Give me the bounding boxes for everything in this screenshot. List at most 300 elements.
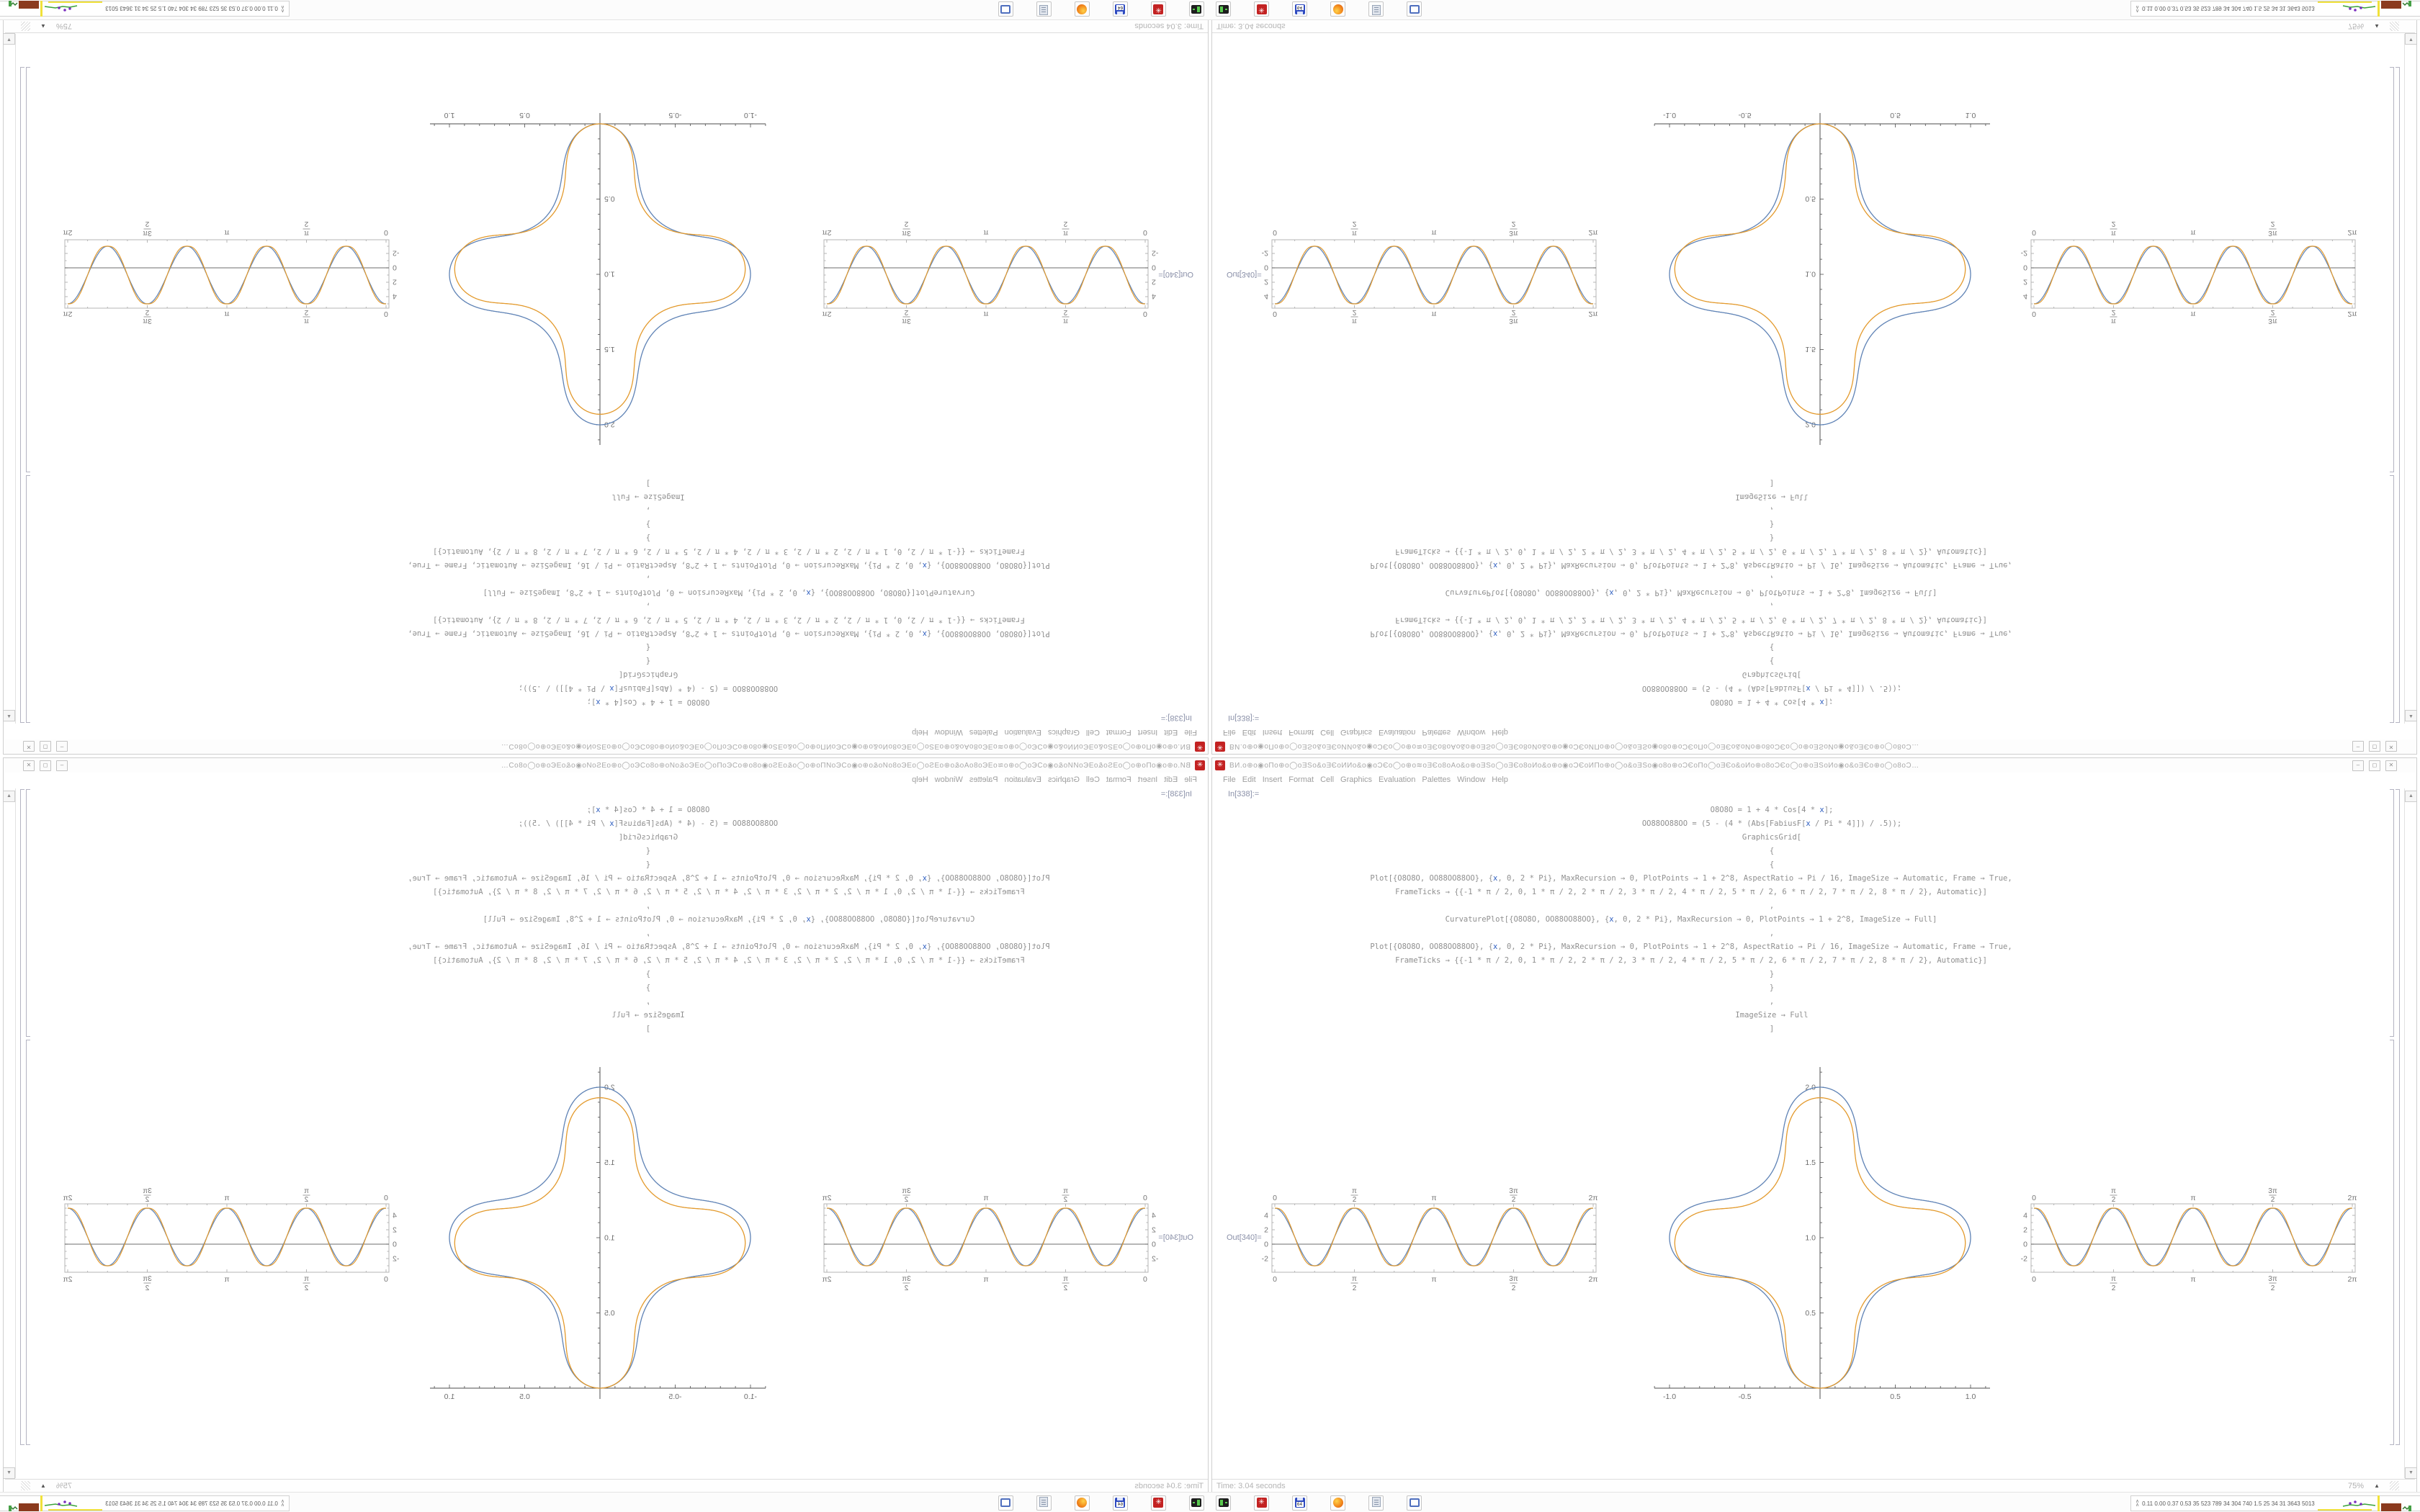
tray-activity-sparkline — [2318, 1495, 2411, 1511]
svg-text:-0.5: -0.5 — [668, 111, 682, 120]
taskbar-icon-scroll-document[interactable] — [1368, 1, 1384, 17]
cell-group-bracket[interactable] — [2396, 789, 2400, 1445]
input-cell-bracket[interactable] — [26, 789, 30, 1037]
close-button[interactable]: ✕ — [23, 760, 35, 771]
svg-text:0: 0 — [384, 310, 388, 318]
code-line: O8O8O = 1 + 4 * Cos[4 * x]; — [586, 698, 710, 706]
magnification-popup-arrow-icon[interactable]: ▲ — [40, 23, 46, 30]
svg-text:1.5: 1.5 — [1805, 1158, 1816, 1167]
svg-text:0.5: 0.5 — [519, 111, 530, 120]
menu-item-insert[interactable]: Insert — [1137, 728, 1158, 737]
svg-text:2π: 2π — [2347, 1194, 2357, 1202]
code-line: Plot[{O8O8O, OO88OO88OO}, {x, 0, 2 * Pi}, MaxRecursion → 0, PlotPoints → 1 + 2^8, AspectRatio → Pi / 16, ImageSize → Automatic, Frame → True, — [1370, 629, 2012, 638]
svg-text:0: 0 — [1143, 1194, 1147, 1202]
system-tray — [0, 1, 290, 17]
quadrant-bottom-left-mirrored — [0, 756, 1210, 1512]
minimize-button[interactable]: – — [2352, 742, 2364, 752]
code-line: } — [1769, 520, 1775, 528]
svg-text:2π: 2π — [1588, 1194, 1598, 1202]
code-line: CurvaturePlot[{O8O8O, OO88OO88OO}, {x, 0, 2 * Pi}, MaxRecursion → 0, PlotPoints → 1 + 2^8, ImageSize → Full] — [1445, 915, 1937, 924]
svg-text:0: 0 — [2032, 1275, 2036, 1284]
svg-text:π: π — [1352, 317, 1357, 325]
input-cell-bracket[interactable] — [2390, 789, 2394, 1037]
taskbar-icon-mathematica[interactable]: ✳ — [1254, 1, 1269, 17]
menu-item-file[interactable]: File — [1184, 728, 1197, 737]
evaluation-time-text: Time: 3.04 seconds — [1216, 22, 1286, 31]
svg-text:-2: -2 — [1152, 248, 1159, 258]
svg-text:1.5: 1.5 — [1805, 345, 1816, 354]
taskbar-icon-window-frame[interactable] — [1407, 1495, 1422, 1511]
menu-item-format[interactable]: Format — [1106, 728, 1131, 737]
svg-text:1.0: 1.0 — [1805, 269, 1816, 279]
svg-text:0: 0 — [1143, 1275, 1147, 1284]
svg-text:0: 0 — [1264, 263, 1268, 272]
output-cell-bracket[interactable] — [26, 1040, 30, 1445]
menu-item-window[interactable]: Window — [1457, 775, 1486, 784]
svg-text:0: 0 — [2023, 263, 2027, 272]
menu-item-insert[interactable]: Insert — [1262, 775, 1283, 784]
svg-text:2: 2 — [1264, 1225, 1268, 1235]
output-cell-bracket[interactable] — [26, 67, 30, 472]
tray-activity-sparkline — [2318, 1, 2411, 17]
svg-text:0.5: 0.5 — [604, 1309, 615, 1318]
taskbar-icon-floppy-64[interactable]: 64 — [1292, 1495, 1307, 1511]
svg-text:2: 2 — [1152, 1225, 1156, 1235]
taskbar-icon-floppy-64[interactable]: 64 — [1113, 1495, 1128, 1511]
tray-expand-chevron-icon[interactable]: ∧ ∧ — [2136, 1499, 2140, 1508]
svg-text:2: 2 — [1063, 1284, 1068, 1292]
svg-text:2: 2 — [2270, 1196, 2275, 1204]
menu-item-edit[interactable]: Edit — [1242, 728, 1256, 737]
taskbar-icon-floppy-64[interactable]: 64 — [1113, 1, 1128, 17]
svg-text:2.0: 2.0 — [604, 420, 615, 429]
svg-text:2π: 2π — [1588, 1275, 1598, 1284]
taskbar-icon-mathematica[interactable]: ✳ — [1151, 1, 1166, 17]
menu-item-graphics[interactable]: Graphics — [1340, 775, 1373, 784]
menu-item-help[interactable]: Help — [1492, 775, 1508, 784]
code-line: , — [1769, 901, 1775, 910]
taskbar-icon-drive[interactable] — [1216, 1, 1231, 17]
svg-text:2: 2 — [1352, 1196, 1357, 1204]
code-line: , — [1769, 997, 1775, 1006]
svg-text:3π: 3π — [143, 1187, 152, 1195]
menu-item-graphics[interactable]: Graphics — [1340, 728, 1373, 737]
svg-text:0.5: 0.5 — [604, 194, 615, 203]
menu-item-palettes[interactable]: Palettes — [1422, 728, 1451, 737]
window-resize-grip[interactable] — [21, 1481, 30, 1490]
svg-text:2: 2 — [393, 1225, 397, 1235]
code-line: Plot[{O8O8O, OO88OO88OO}, {x, 0, 2 * Pi}, MaxRecursion → 0, PlotPoints → 1 + 2^8, AspectRatio → Pi / 16, ImageSize → Automatic, Frame → True, — [1370, 561, 2012, 570]
svg-text:0: 0 — [384, 1275, 388, 1284]
cell-group-bracket[interactable] — [20, 789, 24, 1445]
quadrant-bottom-right-original — [1210, 756, 2420, 1512]
svg-text:2: 2 — [1063, 308, 1068, 316]
code-line: OO88OO88OO = (5 - (4 * (Abs[FabiusF[x / Pi * 4]]) / .5)); — [1641, 819, 1902, 828]
scroll-down-arrow-icon[interactable]: ▼ — [2405, 33, 2417, 45]
window-resize-grip[interactable] — [2390, 22, 2399, 31]
taskbar — [0, 1492, 1210, 1512]
vertical-scrollbar-track[interactable] — [15, 34, 16, 724]
svg-text:3π: 3π — [1509, 1275, 1518, 1283]
code-line: FrameTicks → {{-1 * π / 2, 0, 1 * π / 2, 2 * π / 2, 3 * π / 2, 4 * π / 2, 5 * π / 2, 6 * π / 2, 7 * π / 2, 8 * π / 2}, Automatic}] — [433, 956, 1025, 965]
menu-item-evaluation[interactable]: Evaluation — [1004, 775, 1041, 784]
system-tray — [0, 1495, 290, 1511]
svg-text:1.5: 1.5 — [604, 345, 615, 354]
svg-text:π: π — [2190, 228, 2196, 237]
svg-text:1.0: 1.0 — [604, 1233, 615, 1243]
menu-item-help[interactable]: Help — [912, 728, 928, 737]
menu-item-format[interactable]: Format — [1289, 728, 1314, 737]
svg-text:-2: -2 — [1261, 1254, 1268, 1264]
taskbar-icon-drive[interactable] — [1189, 1, 1204, 17]
scroll-down-arrow-icon[interactable]: ▼ — [3, 1467, 15, 1479]
svg-text:π: π — [2111, 317, 2116, 325]
svg-text:π: π — [983, 1194, 989, 1202]
menu-item-palettes[interactable]: Palettes — [969, 728, 998, 737]
menu-item-evaluation[interactable]: Evaluation — [1004, 728, 1041, 737]
menu-item-edit[interactable]: Edit — [1164, 728, 1178, 737]
menu-item-cell[interactable]: Cell — [1320, 728, 1335, 737]
magnification-popup-arrow-icon[interactable]: ▲ — [40, 1482, 46, 1489]
svg-text:0: 0 — [1273, 310, 1277, 318]
svg-text:0: 0 — [1152, 1240, 1156, 1249]
maximize-button[interactable]: ◻ — [40, 760, 51, 771]
svg-text:π: π — [2111, 1275, 2116, 1283]
svg-text:2: 2 — [1511, 1284, 1516, 1292]
svg-text:π: π — [1063, 229, 1068, 237]
input-cell-bracket[interactable] — [2390, 475, 2394, 723]
magnification-popup-arrow-icon[interactable]: ▲ — [2374, 1482, 2380, 1489]
svg-text:2π: 2π — [63, 310, 73, 318]
menu-item-format[interactable]: Format — [1106, 775, 1131, 784]
menu-item-help[interactable]: Help — [912, 775, 928, 784]
taskbar-icon-firefox[interactable] — [1075, 1495, 1090, 1511]
svg-text:π: π — [224, 228, 230, 237]
magnification-value[interactable]: 75% — [55, 1481, 72, 1490]
menu-item-file[interactable]: File — [1223, 728, 1236, 737]
svg-text:0.5: 0.5 — [1805, 1309, 1816, 1318]
svg-text:1.0: 1.0 — [444, 1392, 455, 1401]
code-line: Plot[{O8O8O, OO88OO88OO}, {x, 0, 2 * Pi}, MaxRecursion → 0, PlotPoints → 1 + 2^8, AspectRatio → Pi / 16, ImageSize → Automatic, Frame → True, — [408, 629, 1050, 638]
code-line: } — [645, 984, 651, 992]
taskbar-icon-scroll-document[interactable] — [1036, 1495, 1052, 1511]
menu-item-cell[interactable]: Cell — [1085, 775, 1100, 784]
magnification-control[interactable] — [2348, 1481, 2401, 1490]
input-cell-bracket[interactable] — [26, 475, 30, 723]
taskbar-icon-window-frame[interactable] — [1407, 1, 1422, 17]
status-bar — [5, 1479, 1208, 1492]
minimize-button[interactable]: – — [56, 760, 68, 771]
close-button[interactable]: ✕ — [2385, 742, 2397, 752]
status-bar — [1212, 20, 2415, 33]
svg-text:0: 0 — [1273, 1275, 1277, 1284]
magnification-value[interactable]: 75% — [55, 22, 72, 31]
scroll-down-arrow-icon[interactable]: ▼ — [3, 33, 15, 45]
svg-text:2: 2 — [2111, 1196, 2116, 1204]
magnification-value[interactable]: 75% — [2348, 22, 2365, 31]
menu-item-cell[interactable]: Cell — [1320, 775, 1335, 784]
svg-text:2π: 2π — [63, 1275, 73, 1284]
svg-text:2π: 2π — [1588, 228, 1598, 237]
svg-text:π: π — [2190, 310, 2196, 318]
taskbar-icon-drive[interactable] — [1216, 1495, 1231, 1511]
svg-text:π: π — [983, 1275, 989, 1284]
svg-text:2: 2 — [904, 1284, 909, 1292]
menu-item-file[interactable]: File — [1223, 775, 1236, 784]
svg-text:-1.0: -1.0 — [1662, 1392, 1677, 1401]
svg-text:4: 4 — [1152, 1211, 1156, 1220]
svg-text:0.5: 0.5 — [1890, 1392, 1901, 1401]
menu-item-help[interactable]: Help — [1492, 728, 1508, 737]
svg-text:2: 2 — [1511, 308, 1516, 316]
code-line: Plot[{O8O8O, OO88OO88OO}, {x, 0, 2 * Pi}, MaxRecursion → 0, PlotPoints → 1 + 2^8, AspectRatio → Pi / 16, ImageSize → Automatic, Frame → True, — [408, 874, 1050, 883]
menu-item-insert[interactable]: Insert — [1262, 728, 1283, 737]
svg-text:-2: -2 — [1152, 1254, 1159, 1264]
menu-item-window[interactable]: Window — [1457, 728, 1486, 737]
svg-text:0: 0 — [384, 228, 388, 237]
svg-text:2π: 2π — [63, 228, 73, 237]
magnification-value[interactable]: 75% — [2348, 1481, 2365, 1490]
svg-text:0: 0 — [384, 1194, 388, 1202]
menu-item-edit[interactable]: Edit — [1242, 775, 1256, 784]
code-line: { — [645, 643, 651, 652]
svg-text:2π: 2π — [822, 228, 832, 237]
quadrant-top-right-mirrored — [1210, 0, 2420, 756]
svg-text:3π: 3π — [902, 1187, 911, 1195]
window-resize-grip[interactable] — [21, 22, 30, 31]
window-resize-grip[interactable] — [2390, 1481, 2399, 1490]
svg-text:2π: 2π — [822, 1194, 832, 1202]
code-line: Plot[{O8O8O, OO88OO88OO}, {x, 0, 2 * Pi}, MaxRecursion → 0, PlotPoints → 1 + 2^8, AspectRatio → Pi / 16, ImageSize → Automatic, Frame → True, — [408, 561, 1050, 570]
output-cell-bracket[interactable] — [2390, 67, 2394, 472]
graphics-grid-output — [0, 0, 1210, 756]
magnification-popup-arrow-icon[interactable]: ▲ — [2374, 23, 2380, 30]
svg-text:2: 2 — [304, 1196, 309, 1204]
tray-expand-chevron-icon[interactable]: ∧ ∧ — [280, 1499, 284, 1508]
scroll-up-arrow-icon[interactable]: ▲ — [2405, 710, 2417, 721]
code-line: ] — [1769, 479, 1775, 487]
magnification-control[interactable] — [19, 1481, 72, 1490]
cell-group-bracket[interactable] — [2396, 67, 2400, 723]
input-cell-label: In[338]:= — [1228, 790, 1260, 798]
code-line: FrameTicks → {{-1 * π / 2, 0, 1 * π / 2, 2 * π / 2, 3 * π / 2, 4 * π / 2, 5 * π / 2, 6 * π / 2, 7 * π / 2, 8 * π / 2}, Automatic}] — [1395, 547, 1987, 556]
svg-text:3π: 3π — [1509, 229, 1518, 237]
svg-text:-0.5: -0.5 — [1738, 1392, 1752, 1401]
maximize-button[interactable]: ◻ — [2369, 742, 2380, 752]
scroll-up-arrow-icon[interactable]: ▲ — [3, 710, 15, 721]
code-line: OO88OO88OO = (5 - (4 * (Abs[FabiusF[x / Pi * 4]]) / .5)); — [1641, 684, 1902, 693]
svg-text:2: 2 — [904, 1196, 909, 1204]
code-line: { — [1769, 643, 1775, 652]
menu-item-window[interactable]: Window — [934, 775, 963, 784]
svg-text:-2: -2 — [1261, 248, 1268, 258]
svg-text:2: 2 — [2270, 220, 2275, 228]
menu-item-file[interactable]: File — [1184, 775, 1197, 784]
svg-text:1.0: 1.0 — [1965, 111, 1976, 120]
mathematica-app-icon: ✳ — [1215, 742, 1225, 752]
scroll-up-arrow-icon[interactable]: ▲ — [2405, 791, 2417, 802]
menu-item-palettes[interactable]: Palettes — [1422, 775, 1451, 784]
maximize-button[interactable]: ◻ — [40, 742, 51, 752]
status-bar — [5, 20, 1208, 33]
magnification-control[interactable] — [19, 22, 72, 31]
close-button[interactable]: ✕ — [2385, 760, 2397, 771]
menu-item-edit[interactable]: Edit — [1164, 775, 1178, 784]
svg-text:π: π — [224, 1194, 230, 1202]
svg-text:-2: -2 — [2020, 248, 2027, 258]
evaluation-time-text: Time: 3.04 seconds — [1216, 1481, 1286, 1490]
code-line: Plot[{O8O8O, OO88OO88OO}, {x, 0, 2 * Pi}, MaxRecursion → 0, PlotPoints → 1 + 2^8, AspectRatio → Pi / 16, ImageSize → Automatic, Frame → True, — [1370, 874, 2012, 883]
code-line: } — [1769, 984, 1775, 992]
svg-text:4: 4 — [393, 1211, 397, 1220]
svg-text:3π: 3π — [143, 229, 152, 237]
svg-text:0: 0 — [393, 1240, 397, 1249]
graphics-grid-output — [0, 756, 1210, 1512]
graphics-grid-output — [1210, 0, 2420, 756]
svg-text:π: π — [1431, 1275, 1437, 1284]
menu-item-window[interactable]: Window — [934, 728, 963, 737]
svg-text:2: 2 — [2023, 277, 2027, 287]
taskbar-icon-scroll-document[interactable] — [1368, 1495, 1384, 1511]
taskbar-icon-mathematica[interactable]: ✳ — [1151, 1495, 1166, 1511]
code-line: ImageSize → Full — [1735, 1011, 1809, 1020]
svg-text:2: 2 — [2111, 220, 2116, 228]
minimize-button[interactable]: – — [2352, 760, 2364, 771]
svg-text:-1.0: -1.0 — [743, 1392, 758, 1401]
code-line: { — [1769, 657, 1775, 665]
code-line: O8O8O = 1 + 4 * Cos[4 * x]; — [1710, 806, 1834, 814]
svg-text:2: 2 — [1352, 220, 1357, 228]
input-cell-label: In[338]:= — [1160, 714, 1192, 722]
evaluation-time-text: Time: 3.04 seconds — [1134, 1481, 1204, 1490]
code-line: } — [1769, 970, 1775, 978]
tray-expand-chevron-icon[interactable]: ∧ ∧ — [2136, 4, 2140, 13]
svg-text:2: 2 — [304, 1284, 309, 1292]
tray-expand-chevron-icon[interactable]: ∧ ∧ — [280, 4, 284, 13]
svg-text:2: 2 — [1511, 1196, 1516, 1204]
svg-text:3π: 3π — [143, 1275, 152, 1283]
code-line: ] — [645, 1025, 651, 1033]
minimize-button[interactable]: – — [56, 742, 68, 752]
code-line: , — [645, 575, 651, 583]
code-line: ] — [645, 479, 651, 487]
window-title: ВИ.о⊕о◉оПо⊕о◯оƎЅо&оƎЄоИИо&о◉оƆЄо◯о⊕о≋оƎЄо8оАо&о⊕оƎЅо◯оƎЄо8оИо&о⊕о◉оƆЄоИПо⊕о◯о&оƎЅо◉о8о⊕оƆЄоПо◯оƎЄо&оИо⊕о8оƆЄо◯о⊕оƎЅоИо◉о&оƎЄо⊕о◯о8оƆ… — [1229, 761, 1919, 770]
svg-text:1.5: 1.5 — [604, 1158, 615, 1167]
svg-text:-1.0: -1.0 — [743, 111, 758, 120]
svg-text:2: 2 — [1152, 277, 1156, 287]
svg-text:2.0: 2.0 — [1805, 1083, 1816, 1092]
code-line: , — [645, 901, 651, 910]
svg-text:4: 4 — [1152, 292, 1156, 301]
svg-text:4: 4 — [2023, 1211, 2027, 1220]
code-line: FrameTicks → {{-1 * π / 2, 0, 1 * π / 2, 2 * π / 2, 3 * π / 2, 4 * π / 2, 5 * π / 2, 6 * π / 2, 7 * π / 2, 8 * π / 2}, Automatic}] — [433, 547, 1025, 556]
menu-item-graphics[interactable]: Graphics — [1047, 728, 1080, 737]
code-line: { — [645, 657, 651, 665]
vertical-scrollbar-track[interactable] — [2404, 34, 2405, 724]
svg-text:2: 2 — [145, 220, 150, 228]
code-line: } — [1769, 534, 1775, 542]
svg-text:2: 2 — [904, 220, 909, 228]
code-line: GraphicsGrid[ — [618, 670, 678, 679]
taskbar-icon-firefox[interactable] — [1330, 1, 1345, 17]
vertical-scrollbar-track[interactable] — [2404, 788, 2405, 1478]
mathematica-app-icon: ✳ — [1195, 742, 1205, 752]
taskbar-icon-window-frame[interactable] — [998, 1, 1013, 17]
tray-activity-sparkline — [9, 1495, 102, 1511]
output-cell-label: Out[340]= — [1158, 270, 1193, 279]
svg-text:π: π — [2190, 1194, 2196, 1202]
input-cell-label: In[338]:= — [1160, 790, 1192, 798]
system-monitor-numbers: 0.11 0.00 0.37 0.53 35 523 789 34 304 740 1.5 25 34 31 3643 5013 — [2142, 5, 2315, 12]
menu-item-graphics[interactable]: Graphics — [1047, 775, 1080, 784]
menu-item-format[interactable]: Format — [1289, 775, 1314, 784]
magnification-control[interactable] — [2348, 22, 2401, 31]
menu-item-evaluation[interactable]: Evaluation — [1379, 775, 1416, 784]
svg-text:-2: -2 — [393, 248, 400, 258]
code-line: , — [1769, 602, 1775, 611]
code-line: { — [645, 860, 651, 869]
cell-group-bracket[interactable] — [20, 67, 24, 723]
vertical-scrollbar-track[interactable] — [15, 788, 16, 1478]
menu-item-cell[interactable]: Cell — [1085, 728, 1100, 737]
maximize-button[interactable]: ◻ — [2369, 760, 2380, 771]
menu-item-evaluation[interactable]: Evaluation — [1379, 728, 1416, 737]
menu-item-insert[interactable]: Insert — [1137, 775, 1158, 784]
svg-text:2: 2 — [904, 308, 909, 316]
svg-text:π: π — [1431, 228, 1437, 237]
taskbar-icon-drive[interactable] — [1189, 1495, 1204, 1511]
window-title: ВИ.о⊕о◉оПо⊕о◯оƎЅо&оƎЄоИИо&о◉оƆЄо◯о⊕о≋оƎЄо8оАо&о⊕оƎЅо◯оƎЄо8оИо&о⊕о◉оƆЄоИПо⊕о◯о&оƎЅо◉о8о⊕оƆЄоПо◯оƎЄо&оИо⊕о8оƆЄо◯о⊕оƎЅоИо◉о&оƎЄо⊕о◯о8оƆ… — [501, 742, 1191, 751]
code-line: { — [1769, 860, 1775, 869]
code-line: CurvaturePlot[{O8O8O, OO88OO88OO}, {x, 0, 2 * Pi}, MaxRecursion → 0, PlotPoints → 1 + 2^8, ImageSize → Full] — [483, 915, 975, 924]
svg-text:-0.5: -0.5 — [668, 1392, 682, 1401]
taskbar-icon-mathematica[interactable]: ✳ — [1254, 1495, 1269, 1511]
svg-text:2π: 2π — [2347, 310, 2357, 318]
svg-text:3π: 3π — [2268, 317, 2277, 325]
menu-item-palettes[interactable]: Palettes — [969, 775, 998, 784]
code-line: , — [645, 929, 651, 937]
code-line: FrameTicks → {{-1 * π / 2, 0, 1 * π / 2, 2 * π / 2, 3 * π / 2, 4 * π / 2, 5 * π / 2, 6 * π / 2, 7 * π / 2, 8 * π / 2}, Automatic}] — [1395, 956, 1987, 965]
scroll-down-arrow-icon[interactable]: ▼ — [2405, 1467, 2417, 1479]
taskbar-icon-floppy-64[interactable]: 64 — [1292, 1, 1307, 17]
code-line: ImageSize → Full — [1735, 492, 1809, 501]
code-line: } — [645, 534, 651, 542]
svg-text:-0.5: -0.5 — [1738, 111, 1752, 120]
svg-text:0: 0 — [1273, 1194, 1277, 1202]
output-cell-bracket[interactable] — [2390, 1040, 2394, 1445]
code-line: , — [1769, 929, 1775, 937]
code-line: ImageSize → Full — [611, 1011, 685, 1020]
output-cell-label: Out[340]= — [1158, 1233, 1193, 1242]
svg-text:π: π — [224, 1275, 230, 1284]
close-button[interactable]: ✕ — [23, 742, 35, 752]
svg-text:0: 0 — [1143, 310, 1147, 318]
code-line: CurvaturePlot[{O8O8O, OO88OO88OO}, {x, 0, 2 * Pi}, MaxRecursion → 0, PlotPoints → 1 + 2^8, ImageSize → Full] — [483, 588, 975, 597]
svg-text:3π: 3π — [143, 317, 152, 325]
svg-text:2: 2 — [2270, 308, 2275, 316]
svg-text:π: π — [2111, 1187, 2116, 1195]
taskbar-icon-window-frame[interactable] — [998, 1495, 1013, 1511]
svg-text:π: π — [983, 228, 989, 237]
taskbar-icon-firefox[interactable] — [1330, 1495, 1345, 1511]
svg-text:π: π — [1431, 1194, 1437, 1202]
svg-text:0: 0 — [2032, 228, 2036, 237]
taskbar-icon-scroll-document[interactable] — [1036, 1, 1052, 17]
code-line: GraphicsGrid[ — [1742, 833, 1802, 842]
taskbar-icon-firefox[interactable] — [1075, 1, 1090, 17]
scroll-up-arrow-icon[interactable]: ▲ — [3, 791, 15, 802]
svg-text:2π: 2π — [822, 310, 832, 318]
